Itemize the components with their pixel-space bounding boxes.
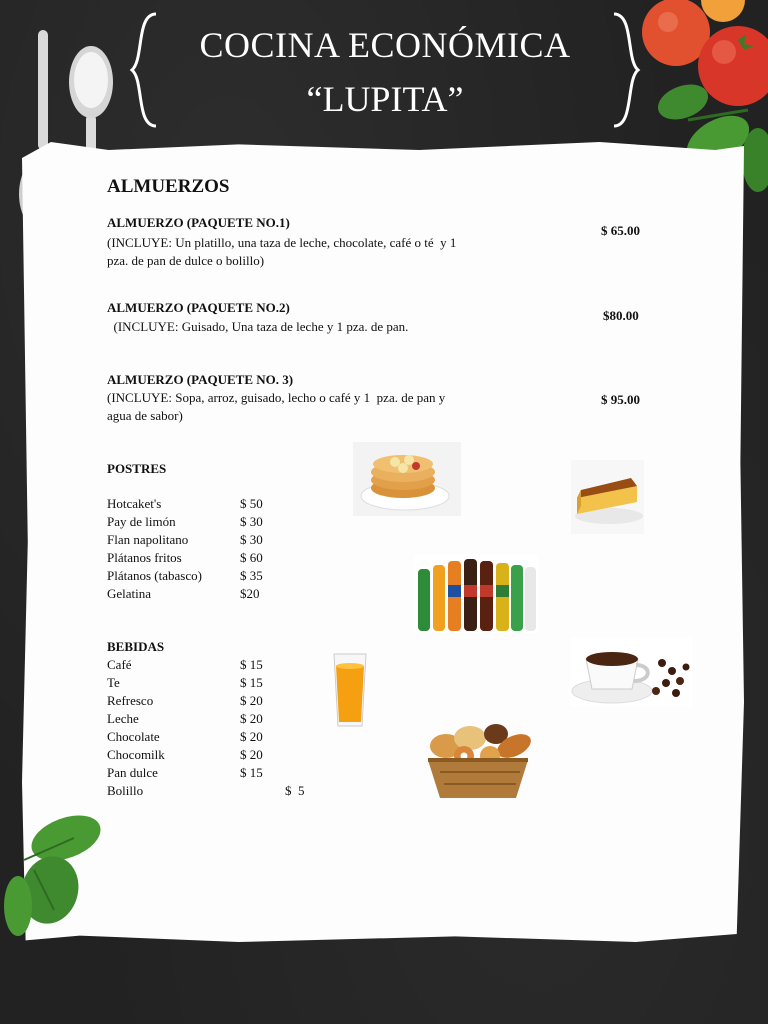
almuerzo-1-desc-line1: (INCLUYE: Un platillo, una taza de leche, chocolate, café o té y 1: [107, 235, 457, 250]
list-item: Plátanos (tabasco) $ 35: [107, 568, 263, 583]
postres-list: [107, 495, 307, 603]
almuerzo-1-desc-line2: pza. de pan de dulce o bolillo): [107, 253, 265, 268]
almuerzo-2-price: $80.00: [603, 308, 639, 323]
almuerzo-3-desc-line2: agua de sabor): [107, 408, 183, 423]
bread-basket-icon: [420, 716, 536, 804]
list-item: Leche $ 20: [107, 711, 263, 726]
list-item: Chocolate $ 20: [107, 729, 263, 744]
list-item: Flan napolitano $ 30: [107, 532, 263, 547]
list-item: Hotcaket's $ 50: [107, 496, 263, 511]
almuerzo-3-price: $ 95.00: [601, 392, 640, 407]
list-item: Refresco $ 20: [107, 693, 263, 708]
list-item: Pay de limón $ 30: [107, 514, 263, 529]
almuerzo-2-desc-line1: (INCLUYE: Guisado, Una taza de leche y 1 pza. de pan.: [107, 319, 409, 334]
almuerzo-2-name: ALMUERZO (PAQUETE NO.2): [107, 300, 290, 315]
pancakes-icon: [353, 442, 461, 516]
almuerzo-3-name: ALMUERZO (PAQUETE NO. 3): [107, 372, 294, 387]
list-item: Te $ 15: [107, 675, 263, 690]
list-item: Plátanos fritos $ 60: [107, 550, 263, 565]
almuerzo-1-price: $ 65.00: [601, 223, 640, 238]
list-item: Chocomilk $ 20: [107, 747, 263, 762]
almuerzo-3-desc-line1: (INCLUYE: Sopa, arroz, guisado, lecho o café y 1 pza. de pan y: [107, 390, 446, 405]
list-item: Gelatina $20: [107, 586, 260, 601]
restaurant-title: [130, 8, 640, 128]
soda-bottles-icon: [414, 555, 538, 633]
orange-juice-icon: [330, 650, 370, 730]
postres-heading: POSTRES: [107, 461, 167, 476]
title-line-2: “LUPITA”: [306, 79, 464, 119]
coffee-cup-icon: [570, 637, 692, 707]
title-line-1: COCINA ECONÓMICA: [199, 25, 571, 65]
almuerzos-heading: ALMUERZOS: [107, 176, 230, 197]
list-item: Café $ 15: [107, 657, 263, 672]
spinach-icon: [4, 810, 108, 940]
list-item: Pan dulce $ 15: [107, 765, 263, 780]
list-item: Bolillo $ 5: [107, 783, 305, 798]
almuerzo-1-name: ALMUERZO (PAQUETE NO.1): [107, 215, 290, 230]
flan-icon: [571, 460, 644, 534]
bebidas-list: [107, 656, 327, 800]
bebidas-heading: BEBIDAS: [107, 639, 165, 654]
